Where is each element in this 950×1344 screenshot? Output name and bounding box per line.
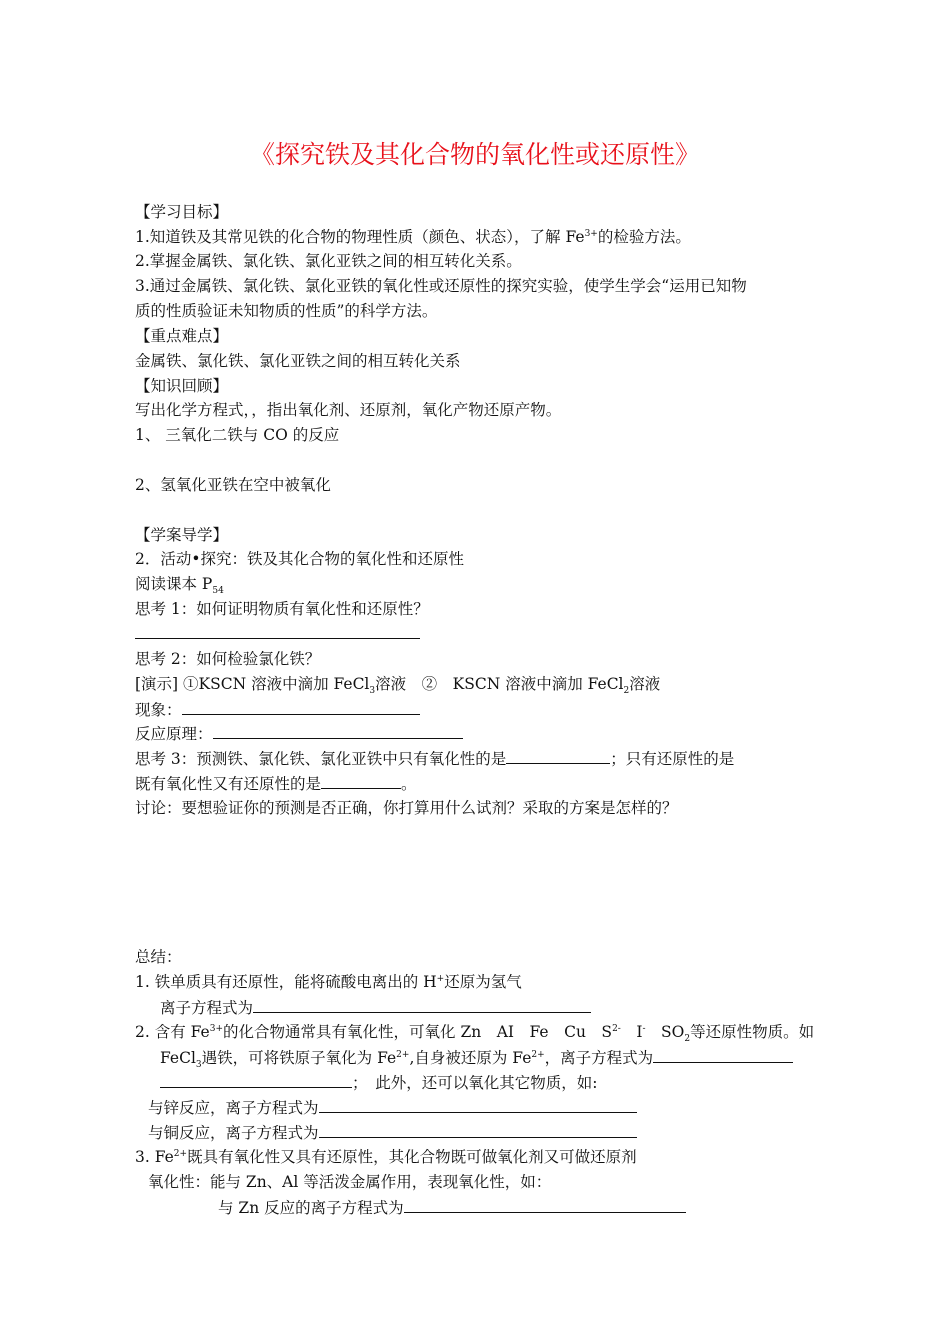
- think-2: 思考 2：如何检验氯化铁？: [135, 650, 321, 668]
- review-heading: 【知识回顾】: [135, 377, 229, 395]
- goal-3-line-2: 质的性质验证未知物质的性质”的科学方法。: [135, 302, 438, 320]
- summary-2-blank-b[interactable]: [160, 1071, 352, 1088]
- think-3-line-1: 思考 3：预测铁、氯化铁、氯化亚铁中只有氧化性的是 ；只有还原性的是: [135, 747, 734, 770]
- summary-2-copper: 与铜反应，离子方程式为: [148, 1121, 637, 1144]
- summary-2-zinc-blank[interactable]: [319, 1096, 637, 1113]
- key-heading: 【重点难点】: [135, 327, 229, 345]
- goals-heading: 【学习目标】: [135, 203, 229, 221]
- summary-2-blank-a[interactable]: [653, 1046, 793, 1063]
- think-1: 思考 1：如何证明物质有氧化性和还原性？: [135, 600, 429, 618]
- principle-line: 反应原理：: [135, 722, 463, 745]
- summary-2-line-2: FeCl$_3$遇铁，可将铁原子氧化为 $Fe^{2+}$,自身被还原为 $Fe^{2+}$，离子方程式为: [160, 1046, 793, 1069]
- goal-1: 1.知道铁及其常见铁的化合物的物理性质（颜色、状态），了解 $Fe^{3+}$的检验方法。: [135, 228, 691, 246]
- document-title: 《探究铁及其化合物的氧化性或还原性》: [249, 140, 700, 169]
- think-1-answer-line[interactable]: [135, 622, 420, 645]
- only-oxidizing-blank[interactable]: [506, 747, 610, 764]
- summary-1-equation: 离子方程式为: [160, 996, 591, 1019]
- summary-2-zinc: 与锌反应，离子方程式为: [148, 1096, 637, 1119]
- guide-activity: 2．活动•探究：铁及其化合物的氧化性和还原性: [135, 550, 465, 568]
- summary-1: 1. 铁单质具有还原性，能将硫酸电离出的 H+还原为氢气: [135, 973, 522, 991]
- key-text: 金属铁、氯化铁、氯化亚铁之间的相互转化关系: [135, 352, 461, 370]
- summary-1-blank[interactable]: [253, 996, 591, 1013]
- discussion: 讨论：要想验证你的预测是否正确，你打算用什么试剂？采取的方案是怎样的？: [135, 799, 678, 817]
- summary-3: 3. $Fe^{2+}$既具有氧化性又具有还原性，其化合物既可做氧化剂又可做还原剂: [135, 1148, 637, 1166]
- principle-blank[interactable]: [213, 722, 463, 739]
- think-3-line-2: 既有氧化性又有还原性的是 。: [135, 772, 417, 795]
- review-intro: 写出化学方程式，，指出氧化剂、还原剂，氧化产物还原产物。: [135, 401, 562, 419]
- summary-3-zinc: 与 Zn 反应的离子方程式为: [218, 1196, 686, 1219]
- guide-reading: 阅读课本 $P_{54}$: [135, 575, 224, 597]
- goal-2: 2.掌握金属铁、氯化铁、氯化亚铁之间的相互转化关系。: [135, 252, 522, 270]
- phenomenon-blank[interactable]: [182, 698, 420, 715]
- summary-2-copper-blank[interactable]: [319, 1121, 637, 1138]
- guide-heading: 【学案导学】: [135, 526, 229, 544]
- review-question-2: 2、氢氧化亚铁在空中被氧化: [135, 476, 331, 494]
- demo-line: [演示] ①KSCN 溶液中滴加 FeCl$_3$溶液 ② KSCN 溶液中滴加 FeCl$_2$溶液: [135, 675, 661, 697]
- summary-heading: 总结：: [135, 948, 182, 966]
- review-question-1: 1、 三氧化二铁与 CO 的反应: [135, 426, 340, 444]
- summary-3-oxidizing: 氧化性：能与 Zn、Al 等活泼金属作用，表现氧化性，如：: [148, 1173, 552, 1191]
- summary-2-line-1: 2. 含有 $Fe^{3+}$的化合物通常具有氧化性，可氧化 Zn AI Fe Cu $S^{2-}$ I- $SO_2$等还原性物质。如: [135, 1023, 815, 1045]
- summary-3-zinc-blank[interactable]: [404, 1196, 686, 1213]
- both-properties-blank[interactable]: [321, 772, 401, 789]
- goal-3-line-1: 3.通过金属铁、氯化铁、氯化亚铁的氧化性或还原性的探究实验，使学生学会“运用已知物: [135, 277, 747, 295]
- summary-2-line-3: ； 此外，还可以氧化其它物质，如:: [160, 1071, 597, 1094]
- phenomenon-line: 现象：: [135, 698, 420, 721]
